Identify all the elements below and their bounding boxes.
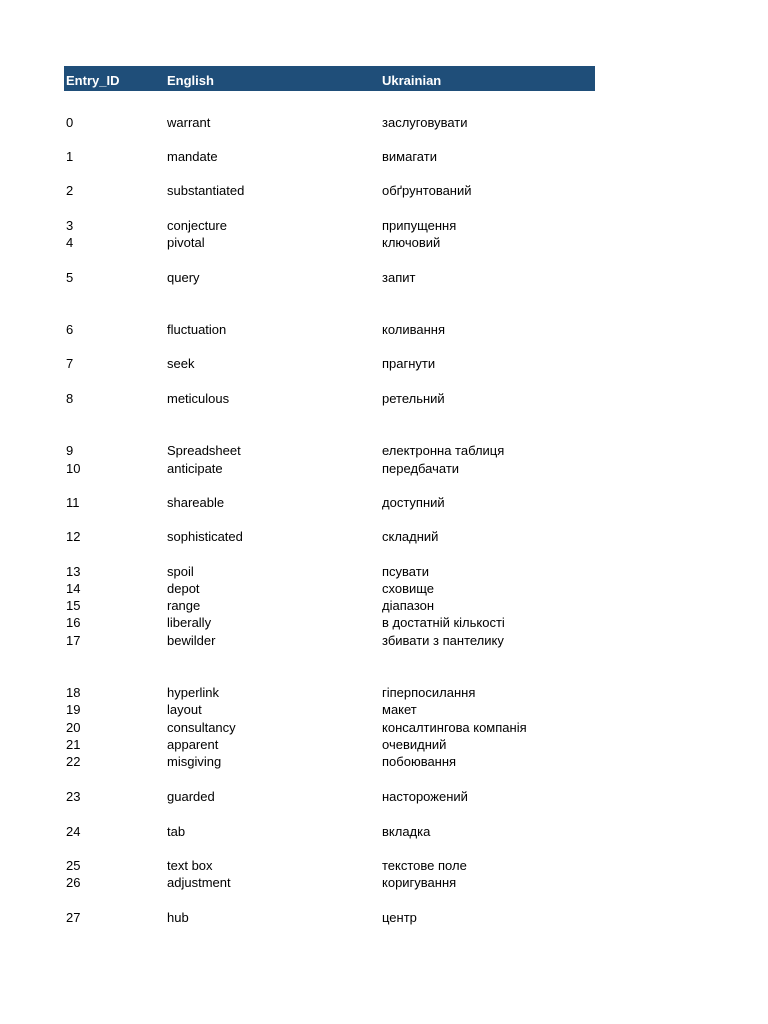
table-row [0,580,768,597]
entry-id-cell: 15 [66,598,81,613]
table-row [0,494,768,511]
entry-id-cell: 1 [66,149,74,164]
entry-id-cell: 27 [66,910,81,925]
table-row [0,701,768,718]
table-row [0,234,768,251]
entry-id-cell: 14 [66,581,81,596]
ukrainian-cell: припущення [382,218,457,233]
table-row [0,909,768,926]
english-cell: layout [167,702,202,717]
entry-id-cell: 26 [66,875,81,890]
ukrainian-cell: консалтингова компанія [382,720,527,735]
ukrainian-cell: гіперпосилання [382,685,476,700]
entry-id-cell: 9 [66,443,74,458]
entry-id-cell: 7 [66,356,74,371]
ukrainian-cell: коригування [382,875,457,890]
english-cell: Spreadsheet [167,443,241,458]
table-row [0,217,768,234]
english-cell: range [167,598,201,613]
english-cell: anticipate [167,461,223,476]
entry-id-cell: 23 [66,789,81,804]
table-row [0,321,768,338]
entry-id-cell: 10 [66,461,81,476]
table-row [0,114,768,131]
entry-id-cell: 6 [66,322,74,337]
table-row [0,874,768,891]
ukrainian-cell: збивати з пантелику [382,633,504,648]
ukrainian-cell: запит [382,270,416,285]
ukrainian-cell: ключовий [382,235,441,250]
entry-id-cell: 21 [66,737,81,752]
table-row [0,390,768,407]
entry-id-cell: 3 [66,218,74,233]
entry-id-cell: 19 [66,702,81,717]
table-row [0,148,768,165]
entry-id-cell: 18 [66,685,81,700]
ukrainian-cell: макет [382,702,417,717]
english-cell: hub [167,910,189,925]
entry-id-cell: 12 [66,529,81,544]
english-cell: misgiving [167,754,222,769]
ukrainian-cell: прагнути [382,356,436,371]
ukrainian-cell: доступний [382,495,445,510]
english-cell: depot [167,581,200,596]
english-cell: text box [167,858,213,873]
entry-id-cell: 20 [66,720,81,735]
entry-id-cell: 16 [66,615,81,630]
table-row [0,460,768,477]
english-cell: fluctuation [167,322,227,337]
ukrainian-cell: вимагати [382,149,437,164]
table-row [0,788,768,805]
table-row [0,182,768,199]
ukrainian-cell: передбачати [382,461,460,476]
ukrainian-cell: діапазон [382,598,435,613]
ukrainian-cell: коливання [382,322,446,337]
ukrainian-cell: ретельний [382,391,445,406]
ukrainian-cell: обґрунтований [382,183,472,198]
entry-id-cell: 2 [66,183,74,198]
entry-id-cell: 8 [66,391,74,406]
table-row [0,736,768,753]
english-cell: mandate [167,149,218,164]
table-row [0,355,768,372]
table-row [0,614,768,631]
entry-id-cell: 24 [66,824,81,839]
english-cell: conjecture [167,218,227,233]
english-cell: hyperlink [167,685,220,700]
entry-id-cell: 4 [66,235,74,250]
entry-id-cell: 17 [66,633,81,648]
table-row [0,719,768,736]
table-row [0,597,768,614]
english-cell: guarded [167,789,215,804]
entry-id-cell: 5 [66,270,74,285]
table-row [0,528,768,545]
ukrainian-cell: сховище [382,581,435,596]
entry-id-cell: 0 [66,115,74,130]
english-cell: liberally [167,615,212,630]
ukrainian-cell: насторожений [382,789,468,804]
english-cell: apparent [167,737,219,752]
entry-id-cell: 11 [66,495,80,510]
header-entry-id: Entry_ID [66,73,120,88]
table-row [0,753,768,770]
ukrainian-cell: в достатній кількості [382,615,505,630]
ukrainian-cell: центр [382,910,417,925]
english-cell: shareable [167,495,225,510]
entry-id-cell: 25 [66,858,81,873]
ukrainian-cell: електронна таблиця [382,443,505,458]
table-row [0,442,768,459]
table-row [0,632,768,649]
english-cell: pivotal [167,235,205,250]
english-cell: warrant [167,115,211,130]
ukrainian-cell: складний [382,529,439,544]
table-row [0,563,768,580]
table-row [0,684,768,701]
entry-id-cell: 22 [66,754,81,769]
ukrainian-cell: заслуговувати [382,115,468,130]
english-cell: meticulous [167,391,230,406]
table-row [0,857,768,874]
table-header [64,66,595,91]
header-english: English [167,73,214,88]
table-row [0,823,768,840]
english-cell: sophisticated [167,529,243,544]
english-cell: query [167,270,200,285]
entry-id-cell: 13 [66,564,81,579]
ukrainian-cell: очевидний [382,737,447,752]
english-cell: bewilder [167,633,216,648]
english-cell: spoil [167,564,194,579]
english-cell: seek [167,356,195,371]
ukrainian-cell: побоювання [382,754,457,769]
english-cell: tab [167,824,186,839]
header-ukrainian: Ukrainian [382,73,442,88]
english-cell: substantiated [167,183,245,198]
ukrainian-cell: текстове поле [382,858,467,873]
ukrainian-cell: вкладка [382,824,431,839]
english-cell: consultancy [167,720,236,735]
ukrainian-cell: псувати [382,564,429,579]
english-cell: adjustment [167,875,231,890]
table-row [0,269,768,286]
